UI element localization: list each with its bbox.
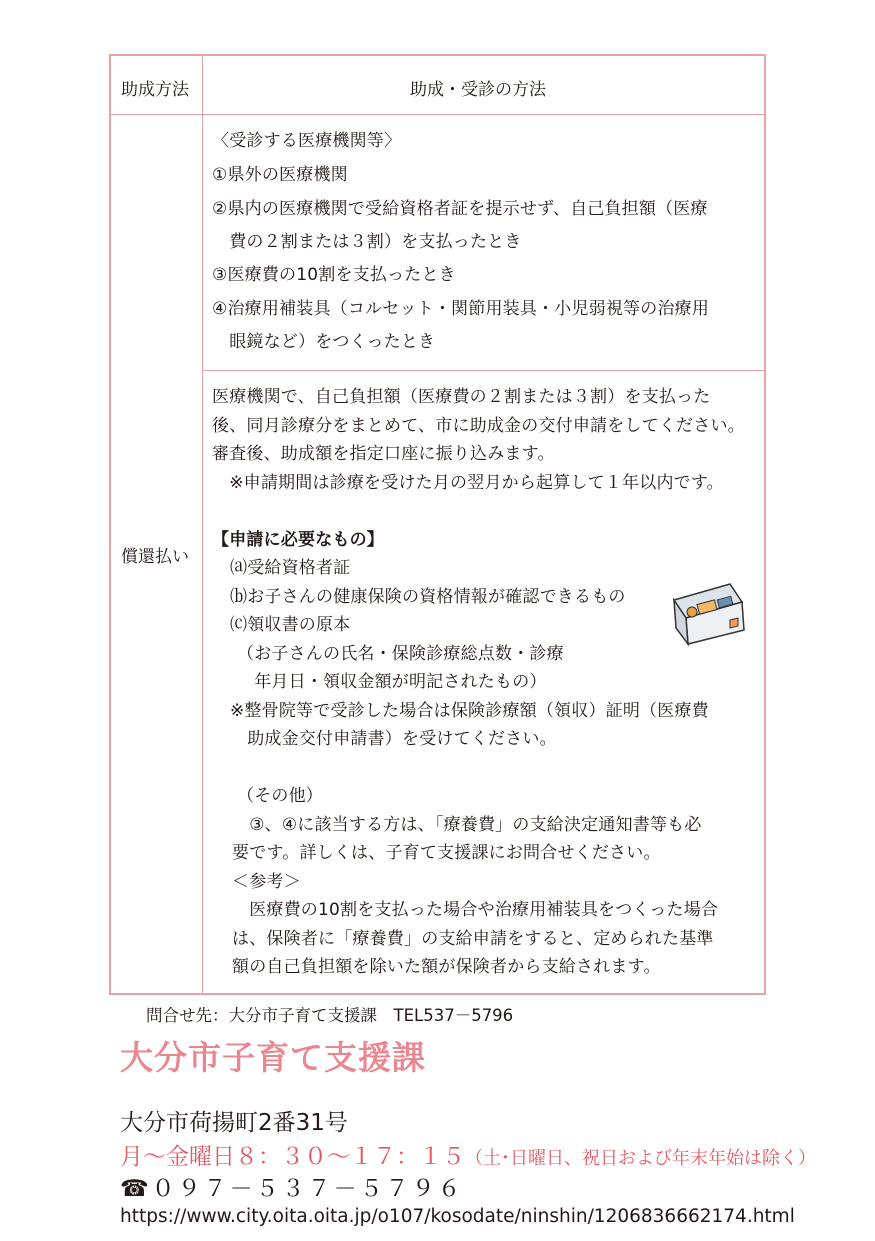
hours-text: 月～金曜日８：３０～１７：１５ <box>120 1144 465 1170</box>
text-line: ①県外の医療機関 <box>212 165 348 185</box>
business-hours <box>120 1138 816 1171</box>
text-line: ⒞領収書の原本 <box>230 615 351 635</box>
text-line: 要です。詳しくは、子育て支援課にお問合せください。 <box>232 843 661 863</box>
text-line: は、保険者に「療養費」の支給申請をすると、定められた基準 <box>232 929 714 949</box>
hours-note: （土･日曜日、祝日および年末年始は除く） <box>465 1148 816 1169</box>
text-line: ③医療費の10割を支払ったとき <box>212 265 456 285</box>
text-line: 医療機関で、自己負担額（医療費の２割または３割）を支払った <box>212 387 711 407</box>
text-line: ＜参考＞ <box>232 872 301 892</box>
text-line: 医療費の10割を支払った場合や治療用補装具をつくった場合 <box>232 900 719 920</box>
text-line: ③、④に該当する方は、「療養費」の支給決定通知書等も必 <box>232 815 702 835</box>
header-description: 助成・受診の方法 <box>410 80 546 100</box>
text-line: （その他） <box>237 786 323 806</box>
section-divider <box>202 370 764 371</box>
phone-number: ☎０９７－５３７－５７９６ <box>120 1176 464 1202</box>
website-url[interactable]: https://www.city.oita.oita.jp/o107/kosodate/ninshin/1206836662174.html <box>120 1206 795 1227</box>
text-line: 年月日・領収金額が明記されたもの） <box>237 672 547 692</box>
address: 大分市荷揚町2番31号 <box>120 1110 348 1136</box>
text-line: 審査後、助成額を指定口座に振り込みます。 <box>212 444 555 464</box>
text-line: 額の自己負担額を除いた額が保険者から支給されます。 <box>232 957 661 977</box>
text-line: 〈受診する医療機関等〉 <box>212 131 402 151</box>
text-line: ⒝お子さんの健康保険の資格情報が確認できるもの <box>230 587 626 607</box>
toolbox-icon <box>668 572 748 648</box>
text-line: ②県内の医療機関で受給資格者証を提示せず、自己負担額（医療 <box>212 199 708 219</box>
text-line: ④治療用補装具（コルセット・関節用装具・小児弱視等の治療用 <box>212 299 710 319</box>
text-line: 費の２割または３割）を支払ったとき <box>212 232 522 252</box>
text-line: ⒜受給資格者証 <box>230 558 351 578</box>
text-line: 眼鏡など）をつくったとき <box>212 332 436 352</box>
text-line: ※整骨院等で受診した場合は保険診療額（領収）証明（医療費 <box>230 701 709 721</box>
text-line: （お子さんの氏名・保険診療総点数・診療 <box>237 644 564 664</box>
contact-info: 問合せ先：大分市子育て支援課 TEL537－5796 <box>146 1006 514 1025</box>
header-method: 助成方法 <box>121 80 189 100</box>
text-line: 後、同月診療分をまとめて、市に助成金の交付申請をしてください。 <box>212 416 745 436</box>
header-divider <box>111 114 764 115</box>
row-label-reimbursement: 償還払い <box>121 547 189 567</box>
text-line: ※申請期間は診療を受けた月の翌月から起算して１年以内です。 <box>212 473 724 493</box>
required-items-heading: 【申請に必要なもの】 <box>212 530 384 550</box>
department-name: 大分市子育て支援課 <box>120 1038 426 1077</box>
column-divider <box>202 56 203 993</box>
text-line: 助成金交付申請書）を受けてください。 <box>230 729 557 749</box>
